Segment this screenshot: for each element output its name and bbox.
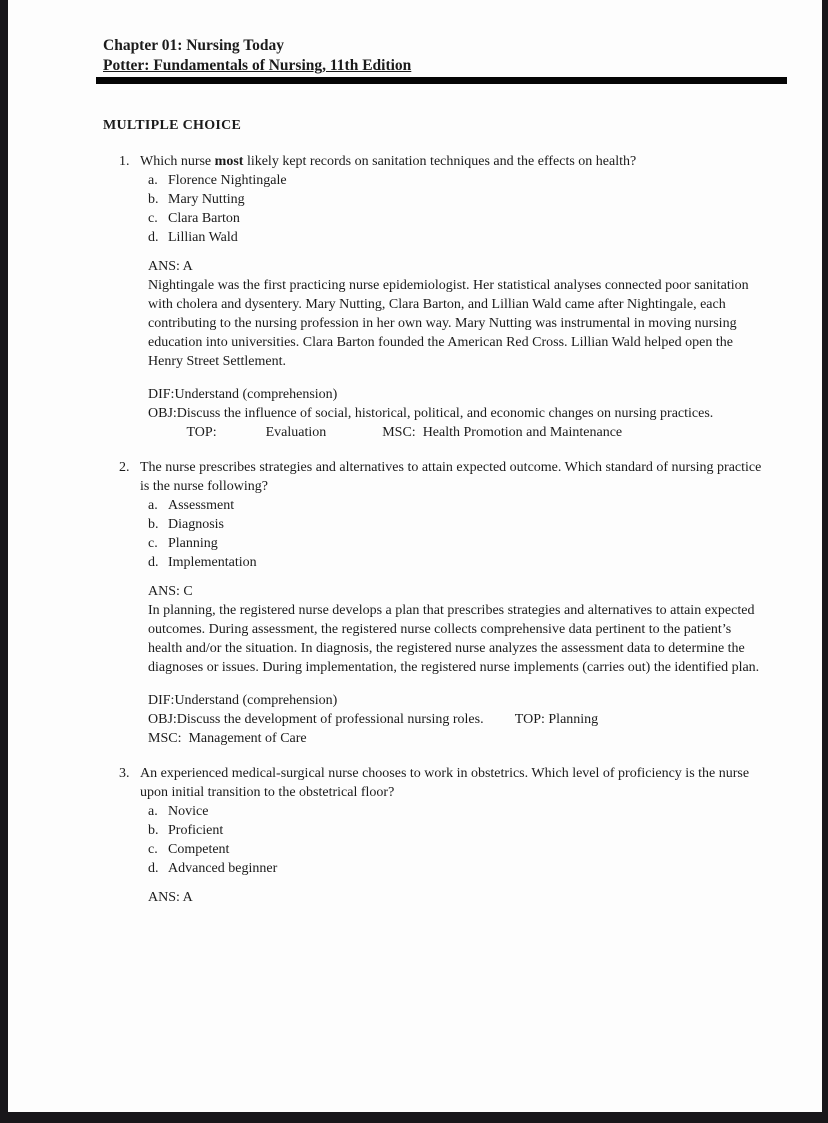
option-d <box>140 553 768 572</box>
top-msc-line: TOP: Evaluation MSC: Health Promotion and Maintenance <box>148 425 623 440</box>
question-1 <box>103 152 782 442</box>
option-text: Diagnosis <box>168 517 224 532</box>
option-letter: b. <box>148 192 159 207</box>
document-header <box>103 36 782 84</box>
option-d <box>140 859 768 878</box>
page-content <box>8 0 822 907</box>
option-letter: d. <box>148 555 159 570</box>
option-b <box>140 821 768 840</box>
option-letter: a. <box>148 804 158 819</box>
option-letter: b. <box>148 823 159 838</box>
stem-bold-text: most <box>214 154 244 169</box>
option-letter: b. <box>148 517 159 532</box>
option-b <box>140 515 768 534</box>
meta-block <box>148 691 768 748</box>
question-stem <box>140 152 768 171</box>
answer-line: ANS: C <box>148 584 193 599</box>
option-c <box>140 209 768 228</box>
section-heading: MULTIPLE CHOICE <box>103 118 242 133</box>
option-text: Competent <box>168 842 230 857</box>
option-text: Mary Nutting <box>168 192 245 207</box>
question-body <box>140 152 768 442</box>
question-body <box>140 764 768 907</box>
option-letter: c. <box>148 211 158 226</box>
option-a <box>140 802 768 821</box>
question-list <box>103 152 782 907</box>
chapter-title: Chapter 01: Nursing Today <box>103 37 285 54</box>
option-text: Lillian Wald <box>168 230 238 245</box>
question-3 <box>103 764 782 907</box>
option-letter: a. <box>148 173 158 188</box>
option-text: Assessment <box>168 498 235 513</box>
option-text: Proficient <box>168 823 224 838</box>
stem-text: Which nurse <box>140 154 215 169</box>
option-letter: d. <box>148 230 159 245</box>
dif-line: DIF:Understand (comprehension) <box>148 693 338 708</box>
option-c <box>140 534 768 553</box>
msc-line: MSC: Management of Care <box>148 731 307 746</box>
question-number: 2. <box>119 460 130 475</box>
option-d <box>140 228 768 247</box>
document-page <box>8 0 822 1112</box>
option-text: Planning <box>168 536 218 551</box>
stem-text: An experienced medical-surgical nurse chooses to work in obstetrics. Which level of proficiency is the nurse upon initial transition to the obstetrical floor? <box>140 766 750 800</box>
rationale: In planning, the registered nurse develops a plan that prescribes strategies and alternatives to attain expected outcomes. During assessment, the registered nurse collects comprehensive data pertinent to the patient’s health and/or the situation. In diagnosis, the registered nurse analyzes the assessment data to determine the diagnoses or issues. During implementation, the registered nurse implements (carries out) the identified plan. <box>148 603 760 675</box>
header-rule <box>96 77 787 84</box>
option-b <box>140 190 768 209</box>
stem-text: likely kept records on sanitation techniques and the effects on health? <box>243 154 637 169</box>
question-body <box>140 458 768 748</box>
book-title: Potter: Fundamentals of Nursing, 11th Edition <box>103 57 412 74</box>
question-2 <box>103 458 782 748</box>
obj-top-line: OBJ:Discuss the development of professional nursing roles. TOP: Planning <box>148 712 599 727</box>
obj-line: OBJ:Discuss the influence of social, historical, political, and economic changes on nursing practices. <box>148 406 714 421</box>
question-number: 1. <box>119 154 130 169</box>
question-stem <box>140 764 768 802</box>
dif-line: DIF:Understand (comprehension) <box>148 387 338 402</box>
meta-block <box>148 385 768 442</box>
option-c <box>140 840 768 859</box>
option-text: Clara Barton <box>168 211 240 226</box>
option-text: Advanced beginner <box>168 861 278 876</box>
option-text: Novice <box>168 804 209 819</box>
option-letter: c. <box>148 536 158 551</box>
option-text: Florence Nightingale <box>168 173 287 188</box>
rationale: Nightingale was the first practicing nurse epidemiologist. Her statistical analyses connected poor sanitation with cholera and dysentery. Mary Nutting, Clara Barton, and Lillian Wald came after Nightingale, each contributing to the nursing profession in her own way. Mary Nutting was instrumental in moving nursing education into universities. Clara Barton founded the American Red Cross. Lillian Wald helped open the Henry Street Settlement. <box>148 278 749 369</box>
option-a <box>140 171 768 190</box>
option-letter: d. <box>148 861 159 876</box>
option-letter: a. <box>148 498 158 513</box>
stem-text: The nurse prescribes strategies and alternatives to attain expected outcome. Which standard of nursing practice is the nurse following? <box>140 460 762 494</box>
answer-line: ANS: A <box>148 259 193 274</box>
option-a <box>140 496 768 515</box>
question-stem <box>140 458 768 496</box>
question-number: 3. <box>119 766 130 781</box>
option-text: Implementation <box>168 555 257 570</box>
answer-line: ANS: A <box>148 890 193 905</box>
option-letter: c. <box>148 842 158 857</box>
